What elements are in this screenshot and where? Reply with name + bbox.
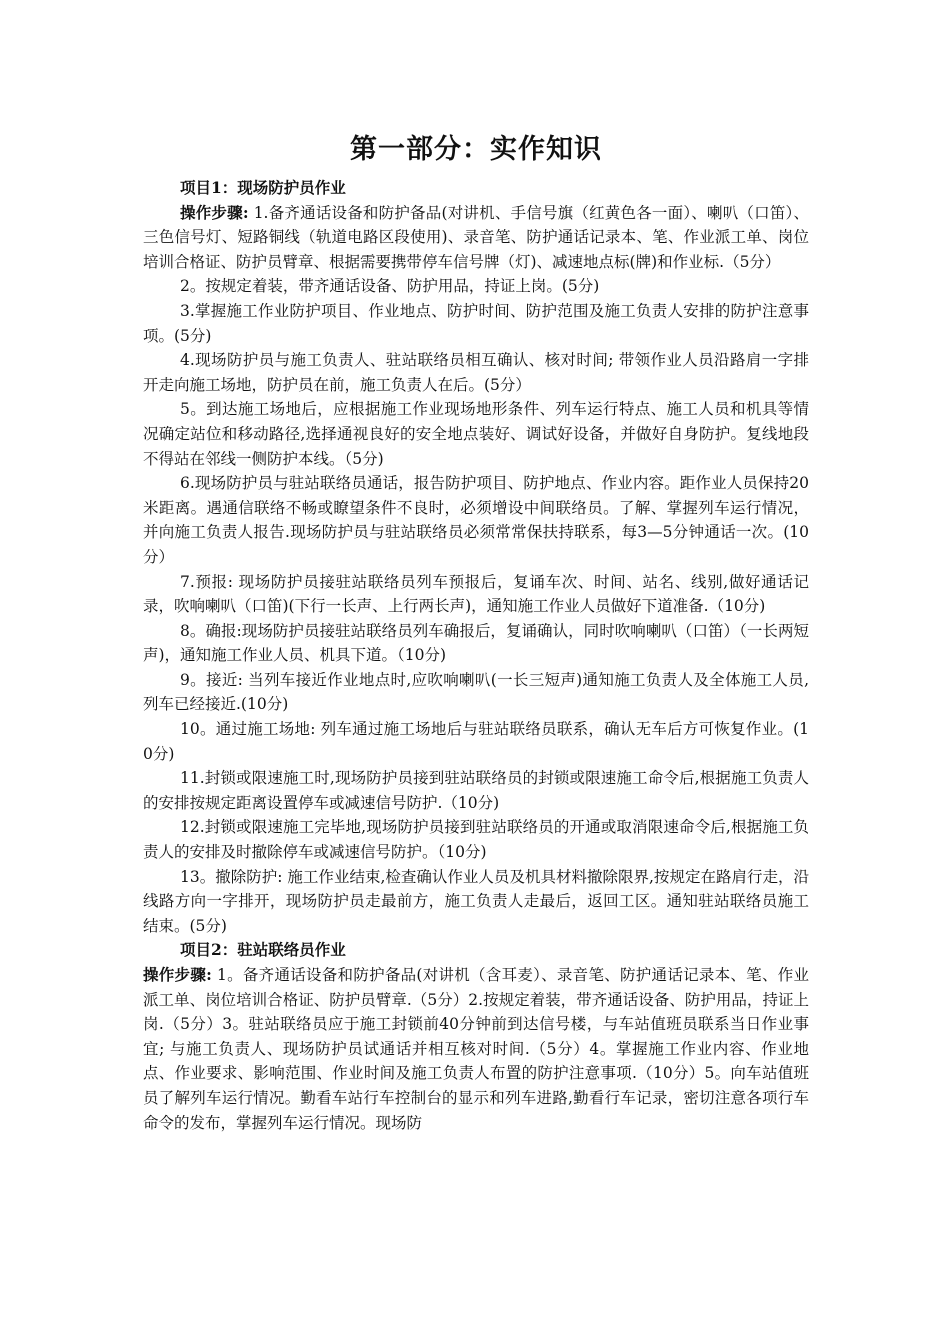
section1-step-12: 12.封锁或限速施工完毕地,现场防护员接到驻站联络员的开通或取消限速命令后,根据施工负责人的安排及时撤除停车或减速信号防护。（10分) (143, 818, 809, 862)
page-title: 第一部分：实作知识 (350, 134, 602, 165)
steps-label-2: 操作步骤: (143, 965, 212, 984)
section1-step-6: 6.现场防护员与驻站联络员通话，报告防护项目、防护地点、作业内容。距作业人员保持20米距离。遇通信联络不畅或瞭望条件不良时，必须增设中间联络员。了解、掌握列车运行情况，并向施工负责人报告.现场防护员与驻站联络员必须常常保扶持联系，每3—5分钟通话一次。(10分） (143, 474, 809, 566)
section1-step-10: 10。通过施工场地: 列车通过施工场地后与驻站联络员联系，确认无车后方可恢复作业。(10分) (143, 720, 809, 763)
section-heading-2: 项目2：驻站联络员作业 (180, 940, 346, 960)
section1-step-9: 9。接近: 当列车接近作业地点时,应吹响喇叭(一长三短声)通知施工负责人及全体施工人员,列车已经接近.(10分) (143, 670, 809, 714)
section1-step-7: 7.预报: 现场防护员接驻站联络员列车预报后，复诵车次、时间、站名、线别,做好通话记录，吹响喇叭（口笛)(下行一长声、上行两长声)，通知施工作业人员做好下道准备.（10分) (143, 572, 809, 616)
section1-step-11: 11.封锁或限速施工时,现场防护员接到驻站联络员的封锁或限速施工命令后,根据施工负责人的安排按规定距离设置停车或减速信号防护.（10分) (143, 769, 809, 812)
section2-body-text: 1。备齐通话设备和防护备品(对讲机（含耳麦）、录音笔、防护通话记录本、笔、作业派工单、岗位培训合格证、防护员臂章.（5分）2.按规定着装，带齐通话设备、防护用品，持证上岗.（5分）3。驻站联络员应于施工封锁前40分钟前到达信号楼，与车站值班员联系当日作业事宜; 与施工负责人、现场防护员试通话并相互核对时间.（5分）4。掌握施工作业内容、作业地点、作业要求、影响范围、作业时间及施工负责人布置的防护注意事项.（10分）5。向车站值班员了解列车运行情况。勤看车站行车控制台的显示和列车进路,勤看行车记录，密切注意各项行车命令的发布，掌握列车运行情况。现场防 (143, 966, 809, 1132)
section1-step-2: 2。按规定着装，带齐通话设备、防护用品，持证上岗。(5分) (180, 277, 600, 296)
section1-step-5: 5。到达施工场地后，应根据施工作业现场地形条件、列车运行特点、施工人员和机具等情况确定站位和移动路径,选择通视良好的安全地点装好、调试好设备，并做好自身防护。复线地段不得站在邻线一侧防护本线。（5分) (143, 400, 809, 468)
section1-step-8: 8。确报:现场防护员接驻站联络员列车确报后，复诵确认，同时吹响喇叭（口笛）（一长两短声)，通知施工作业人员、机具下道。（10分) (143, 621, 809, 665)
steps-label-1: 操作步骤: (180, 202, 249, 222)
section-heading-1: 项目1：现场防护员作业 (180, 178, 346, 197)
document-page (143, 130, 809, 1135)
section2-body (143, 963, 809, 1135)
section1-step-3: 3.掌握施工作业防护项目、作业地点、防护时间、防护范围及施工负责人安排的防护注意事项。(5分) (143, 301, 809, 345)
section1-step-4: 4.现场防护员与施工负责人、驻站联络员相互确认、核对时间; 带领作业人员沿路肩一字排开走向施工场地，防护员在前，施工负责人在后。(5分） (143, 351, 809, 394)
section1-step-1 (143, 201, 809, 275)
step-1-text: 1.备齐通话设备和防护备品(对讲机、手信号旗（红黄色各一面）、喇叭（口笛）、三色信号灯、短路铜线（轨道电路区段使用)、录音笔、防护通话记录本、笔、作业派工单、岗位培训合格证、防护员臂章、根据需要携带停车信号牌（灯)、减速地点标(牌)和作业标.（5分） (143, 203, 809, 271)
section1-step-13: 13。撤除防护: 施工作业结束,检查确认作业人员及机具材料撤除限界,按规定在路肩行走，沿线路方向一字排开，现场防护员走最前方，施工负责人走最后，返回工区。通知驻站联络员施工结束。(5分) (143, 867, 809, 935)
